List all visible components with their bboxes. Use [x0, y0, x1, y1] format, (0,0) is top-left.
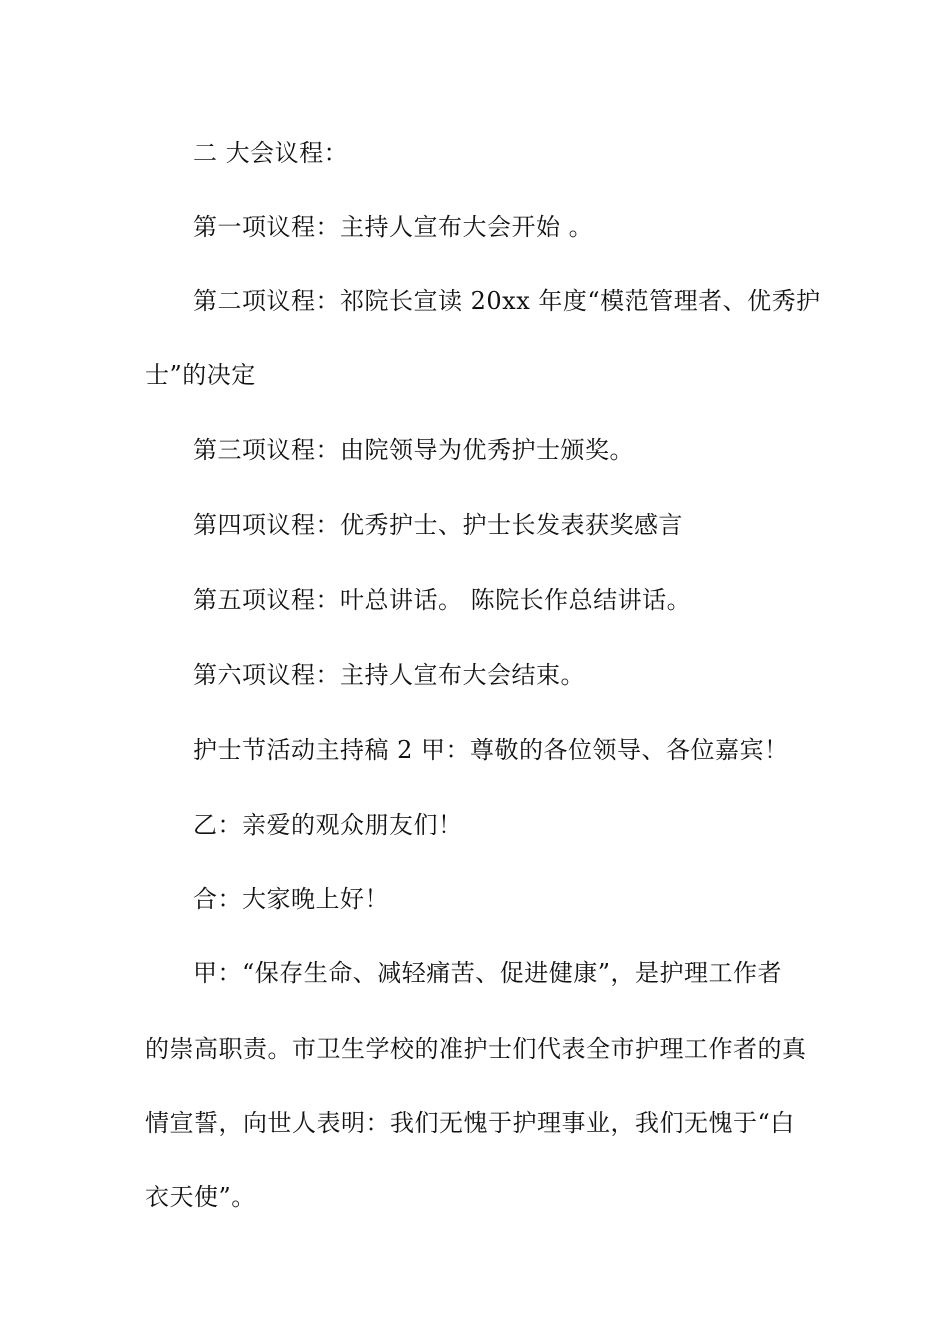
paragraph-line: 甲：“保存生命、减轻痛苦、促进健康”，是护理工作者 — [193, 959, 783, 987]
agenda-item-4: 第四项议程：优秀护士、护士长发表获奖感言 — [193, 511, 683, 539]
paragraph-line: 情宣誓，向世人表明：我们无愧于护理事业，我们无愧于“白 — [145, 1109, 795, 1137]
dialogue-line: 合：大家晚上好！ — [193, 885, 389, 913]
agenda-heading: 二 大会议程： — [193, 139, 349, 167]
agenda-item-2: 第二项议程：祁院长宣读 20xx 年度“模范管理者、优秀护 — [193, 287, 821, 315]
agenda-item-6: 第六项议程：主持人宣布大会结束。 — [193, 661, 585, 689]
agenda-item-1: 第一项议程：主持人宣布大会开始 。 — [193, 213, 594, 241]
dialogue-line: 乙：亲爱的观众朋友们！ — [193, 811, 463, 839]
agenda-item-3: 第三项议程：由院领导为优秀护士颁奖。 — [193, 436, 634, 464]
agenda-item-2-continued: 士”的决定 — [145, 361, 256, 389]
script-title-line: 护士节活动主持稿 2 甲：尊敬的各位领导、各位嘉宾！ — [193, 736, 789, 764]
agenda-item-5: 第五项议程：叶总讲话。 陈院长作总结讲话。 — [193, 586, 692, 614]
paragraph-line: 的崇高职责。市卫生学校的准护士们代表全市护理工作者的真 — [145, 1035, 807, 1063]
paragraph-line: 衣天使”。 — [145, 1183, 256, 1211]
